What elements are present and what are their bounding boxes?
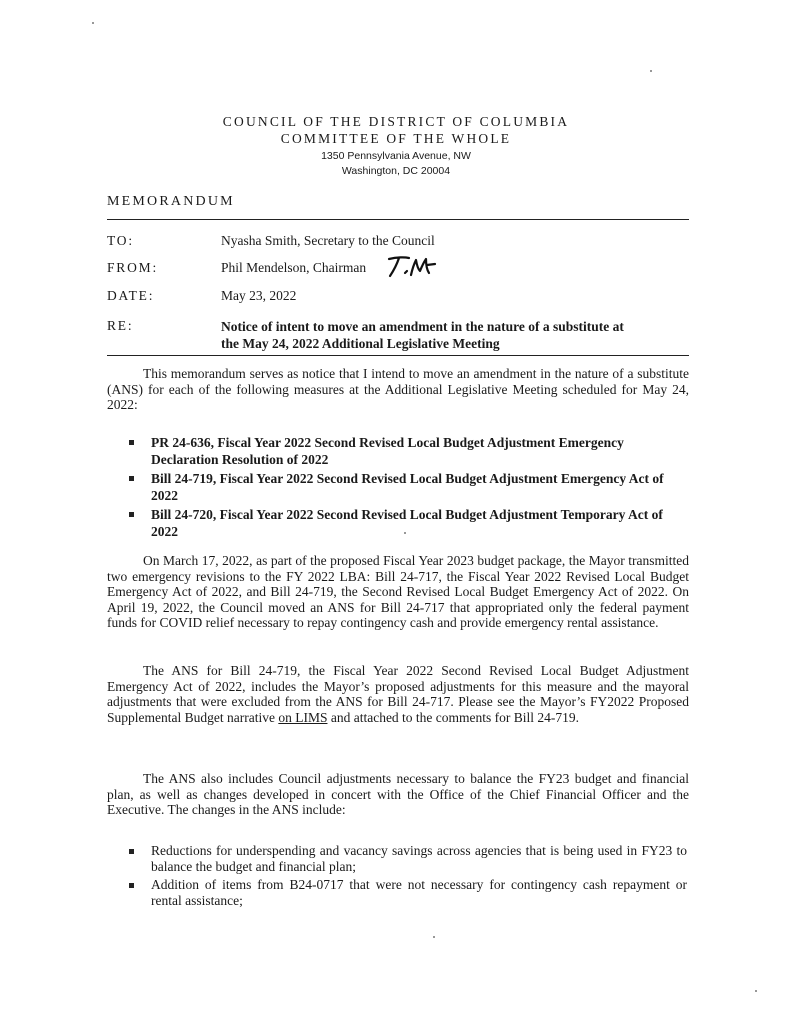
re-value xyxy=(221,318,691,352)
bullet-icon xyxy=(129,476,134,481)
date-value: May 23, 2022 xyxy=(221,288,297,303)
change-text: Addition of items from B24-0717 that were not necessary for contingency cash repayment or rental assistance; xyxy=(151,877,687,908)
from-label: FROM: xyxy=(107,260,159,275)
measures-list xyxy=(127,434,687,542)
measure-text: Bill 24-719, Fiscal Year 2022 Second Revised Local Budget Adjustment Emergency Act of 2022 xyxy=(151,471,664,503)
changes-list xyxy=(127,843,687,911)
scan-speck xyxy=(433,936,435,938)
address-street: 1350 Pennsylvania Avenue, NW xyxy=(321,150,471,162)
bullet-icon xyxy=(129,849,134,854)
intro-paragraph xyxy=(107,366,689,413)
council-name: COUNCIL OF THE DISTRICT OF COLUMBIA xyxy=(222,114,570,129)
intro-text: This memorandum serves as notice that I intend to move an amendment in the nature of a substitute (ANS) for each of the following measures at the Additional Legislative Meeting scheduled for May 24, 2022: xyxy=(107,366,689,412)
memo-title: MEMORANDUM xyxy=(107,194,235,209)
background-paragraph xyxy=(107,553,689,631)
scan-speck xyxy=(755,990,757,992)
re-line-1: Notice of intent to move an amendment in the nature of a substitute at xyxy=(221,319,624,334)
ans-paragraph xyxy=(107,663,689,725)
list-item xyxy=(127,877,687,908)
scan-speck xyxy=(92,22,94,24)
list-item xyxy=(127,843,687,874)
list-item xyxy=(127,434,687,468)
lims-link[interactable]: on LIMS xyxy=(278,709,328,725)
signature-initials-icon xyxy=(385,254,437,278)
changes-paragraph xyxy=(107,771,689,818)
from-value: Phil Mendelson, Chairman xyxy=(221,260,367,275)
ans-text: The ANS for Bill 24-719, the Fiscal Year 2022 Second Revised Local Budget Adjustment Emergency Act of 2022, includes the Mayor’s proposed adjustments for this measure and the mayoral adjustments that were excluded from the ANS for Bill 24-717. Please see the Mayor’s FY2022 Proposed Supplemental Budget narrative xyxy=(107,663,689,725)
committee-name: COMMITTEE OF THE WHOLE xyxy=(280,131,512,146)
list-item xyxy=(127,470,687,504)
scan-speck xyxy=(650,70,652,72)
background-text: On March 17, 2022, as part of the proposed Fiscal Year 2023 budget package, the Mayor transmitted two emergency revisions to the FY 2022 LBA: Bill 24-717, the Fiscal Year 2022 Revised Local Budget Emergency Act of 2022, and Bill 24-719, the Second Revised Local Budget Emergency Act of 2022. On April 19, 2022, the Council moved an ANS for Bill 24-717 that appropriated only the federal payment funds for COVID relief necessary to repay contingency cash and provide emergency rental assistance. xyxy=(107,553,689,630)
bullet-icon xyxy=(129,512,134,517)
header-divider xyxy=(107,219,689,220)
bullet-icon xyxy=(129,440,134,445)
date-label: DATE: xyxy=(107,288,155,303)
to-value: Nyasha Smith, Secretary to the Council xyxy=(221,233,435,248)
re-label: RE: xyxy=(107,318,134,333)
re-line-2: the May 24, 2022 Additional Legislative Meeting xyxy=(221,336,500,351)
measure-text: PR 24-636, Fiscal Year 2022 Second Revised Local Budget Adjustment Emergency Declaration Resolution of 2022 xyxy=(151,435,624,467)
changes-text: The ANS also includes Council adjustments necessary to balance the FY23 budget and financial plan, as well as changes developed in concert with the Office of the Chief Financial Officer and the Executive. The changes in the ANS include: xyxy=(107,771,689,817)
list-item xyxy=(127,506,687,540)
to-label: TO: xyxy=(107,233,134,248)
scan-speck xyxy=(404,532,406,534)
measure-text: Bill 24-720, Fiscal Year 2022 Second Revised Local Budget Adjustment Temporary Act of 2022 xyxy=(151,507,663,539)
change-text: Reductions for underspending and vacancy savings across agencies that is being used in FY23 to balance the budget and financial plan; xyxy=(151,843,687,874)
ans-text-end: and attached to the comments for Bill 24-719. xyxy=(327,709,580,725)
subject-divider xyxy=(107,355,689,356)
address-city: Washington, DC 20004 xyxy=(341,165,451,177)
bullet-icon xyxy=(129,883,134,888)
